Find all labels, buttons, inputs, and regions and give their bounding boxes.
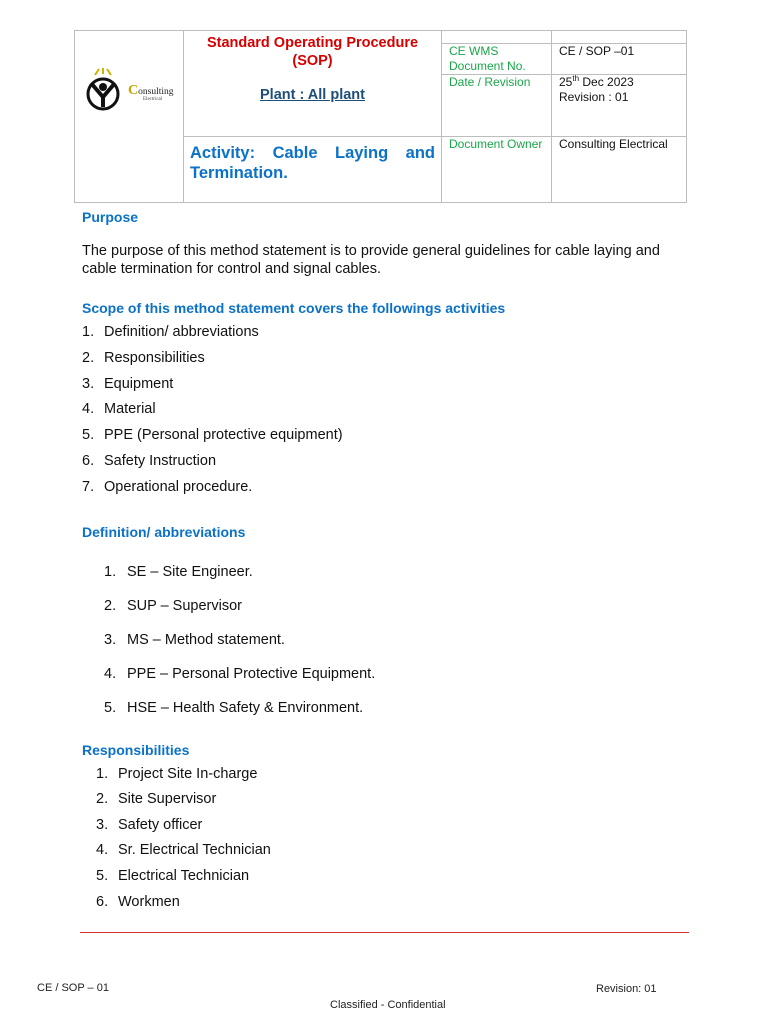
footer-revision: Revision: 01 [596, 983, 657, 995]
title-cell [184, 31, 442, 137]
scope-heading: Scope of this method statement covers the followings activities [82, 300, 506, 316]
doc-no-value: CE / SOP –01 [552, 44, 687, 75]
responsibilities-heading: Responsibilities [82, 741, 190, 758]
date-day: 25 [559, 75, 573, 89]
logo-emblem-icon [81, 67, 127, 113]
list-item: 6. Safety Instruction [82, 452, 217, 469]
list-item: 3. Safety officer [96, 816, 203, 833]
date-ordinal: th [572, 74, 580, 83]
footer-doc-number: CE / SOP – 01 [37, 982, 109, 994]
logo-subtitle: Electrical [143, 97, 163, 102]
list-item: 4. PPE – Personal Protective Equipment. [104, 665, 376, 682]
purpose-text: The purpose of this method statement is to provide general guidelines for cable laying and cable termination for control and signal cables. [82, 243, 660, 277]
list-item: 1. Project Site In-charge [96, 765, 258, 782]
purpose-heading: Purpose [82, 209, 139, 225]
list-item: 6. Workmen [96, 893, 180, 910]
scope-list [82, 320, 692, 501]
activity-cell [184, 137, 442, 203]
document-body [82, 206, 692, 915]
doc-no-label: CE WMS Document No. [442, 44, 552, 75]
owner-label: Document Owner [442, 137, 552, 203]
date-revision-value [552, 75, 687, 137]
footer-divider [80, 932, 689, 933]
company-logo [81, 67, 181, 117]
list-item: 5. HSE – Health Safety & Environment. [104, 699, 364, 716]
date-revision-label: Date / Revision [442, 75, 552, 137]
list-item: 2. SUP – Supervisor [104, 597, 242, 614]
footer-classification: Classified - Confidential [330, 999, 446, 1011]
list-item: 1. Definition/ abbreviations [82, 324, 259, 340]
definitions-heading: Definition/ abbreviations [82, 523, 246, 540]
date-month-year: Dec 2023 [579, 75, 634, 89]
activity-title: Activity: Cable Laying and Termination. [190, 144, 435, 182]
revision-value: Revision : 01 [559, 90, 629, 104]
list-item: 4. Sr. Electrical Technician [96, 842, 271, 859]
list-item: 3. Equipment [82, 375, 174, 392]
list-item: 2. Site Supervisor [96, 791, 217, 808]
list-item: 5. Electrical Technician [96, 867, 250, 884]
logo-wordmark: Consulting [128, 83, 174, 98]
list-item: 5. PPE (Personal protective equipment) [82, 427, 343, 444]
definitions-list [82, 555, 692, 725]
sop-title: Standard Operating Procedure (SOP) [206, 35, 419, 69]
list-item: 4. Material [82, 401, 156, 418]
owner-value: Consulting Electrical [552, 137, 687, 203]
responsibilities-list [82, 762, 692, 916]
document-header-table [74, 30, 687, 203]
list-item: 7. Operational procedure. [82, 478, 253, 495]
list-item: 1. SE – Site Engineer. [104, 563, 253, 580]
logo-cell [75, 31, 184, 203]
list-item: 2. Responsibilities [82, 349, 205, 366]
list-item: 3. MS – Method statement. [104, 631, 285, 648]
plant-label: Plant : All plant [260, 87, 365, 103]
